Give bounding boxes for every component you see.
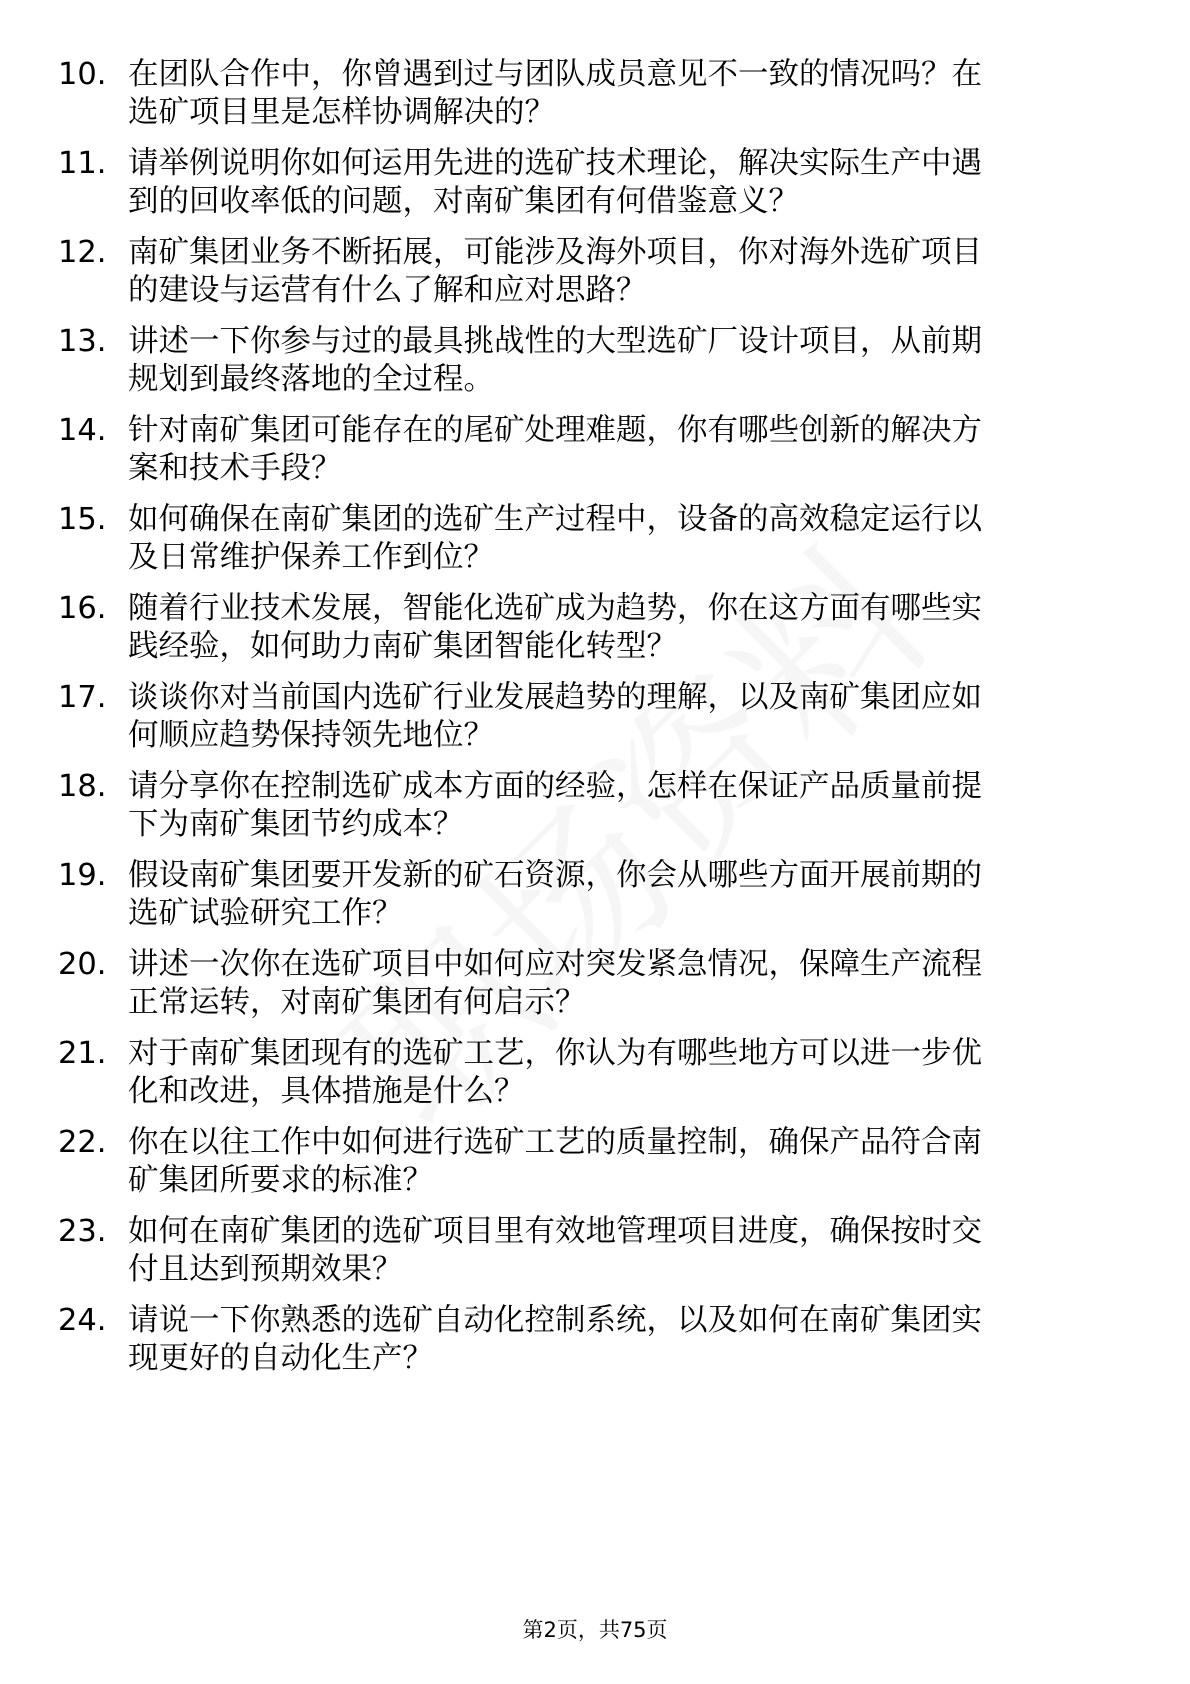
question-text bbox=[128, 590, 1138, 666]
question-text-line: 践经验，如何助力南矿集团智能化转型？ bbox=[128, 629, 677, 664]
question-text-line: 案和技术手段？ bbox=[128, 451, 342, 486]
question-text-line: 矿集团所要求的标准？ bbox=[128, 1163, 433, 1198]
question-text bbox=[128, 234, 1138, 310]
question-number: 11. bbox=[58, 146, 107, 181]
question-text bbox=[128, 145, 1138, 221]
question-text-line: 请说一下你熟悉的选矿自动化控制系统，以及如何在南矿集团实 bbox=[128, 1303, 982, 1338]
question-item bbox=[58, 590, 1138, 666]
question-text bbox=[128, 1124, 1138, 1200]
question-text-line: 下为南矿集团节约成本？ bbox=[128, 807, 464, 842]
question-text-line: 付且达到预期效果？ bbox=[128, 1252, 403, 1287]
question-item bbox=[58, 1302, 1138, 1378]
question-item bbox=[58, 1213, 1138, 1289]
question-text-line: 及日常维护保养工作到位？ bbox=[128, 540, 494, 575]
question-text-line: 如何确保在南矿集团的选矿生产过程中，设备的高效稳定运行以 bbox=[128, 502, 982, 537]
question-number: 24. bbox=[58, 1303, 107, 1338]
question-number: 18. bbox=[58, 769, 107, 804]
question-list bbox=[58, 56, 1138, 1391]
question-item bbox=[58, 501, 1138, 577]
question-text bbox=[128, 946, 1138, 1022]
question-text bbox=[128, 323, 1138, 399]
question-text-line: 化和改进，具体措施是什么？ bbox=[128, 1074, 525, 1109]
question-text bbox=[128, 412, 1138, 488]
question-item bbox=[58, 56, 1138, 132]
question-item bbox=[58, 234, 1138, 310]
question-number: 19. bbox=[58, 858, 107, 893]
question-text-line: 谈谈你对当前国内选矿行业发展趋势的理解，以及南矿集团应如 bbox=[128, 680, 982, 715]
question-item bbox=[58, 1124, 1138, 1200]
question-text-line: 你在以往工作中如何进行选矿工艺的质量控制，确保产品符合南 bbox=[128, 1125, 982, 1160]
question-text-line: 讲述一下你参与过的最具挑战性的大型选矿厂设计项目，从前期 bbox=[128, 324, 982, 359]
question-item bbox=[58, 768, 1138, 844]
question-text-line: 请举例说明你如何运用先进的选矿技术理论，解决实际生产中遇 bbox=[128, 146, 982, 181]
question-number: 22. bbox=[58, 1125, 107, 1160]
question-item bbox=[58, 323, 1138, 399]
question-text bbox=[128, 679, 1138, 755]
question-text-line: 现更好的自动化生产？ bbox=[128, 1341, 433, 1376]
question-number: 17. bbox=[58, 680, 107, 715]
question-text bbox=[128, 501, 1138, 577]
question-number: 10. bbox=[58, 57, 107, 92]
question-number: 15. bbox=[58, 502, 107, 537]
question-text-line: 假设南矿集团要开发新的矿石资源，你会从哪些方面开展前期的 bbox=[128, 858, 982, 893]
question-item bbox=[58, 679, 1138, 755]
question-item bbox=[58, 1035, 1138, 1111]
question-text bbox=[128, 857, 1138, 933]
question-text-line: 南矿集团业务不断拓展，可能涉及海外项目，你对海外选矿项目 bbox=[128, 235, 982, 270]
question-number: 16. bbox=[58, 591, 107, 626]
question-text-line: 请分享你在控制选矿成本方面的经验，怎样在保证产品质量前提 bbox=[128, 769, 982, 804]
question-number: 14. bbox=[58, 413, 107, 448]
question-text bbox=[128, 1213, 1138, 1289]
question-number: 20. bbox=[58, 947, 107, 982]
question-item bbox=[58, 857, 1138, 933]
page-footer bbox=[0, 1616, 1190, 1644]
question-text-line: 到的回收率低的问题，对南矿集团有何借鉴意义？ bbox=[128, 184, 799, 219]
question-text-line: 规划到最终落地的全过程。 bbox=[128, 362, 494, 397]
question-text-line: 选矿试验研究工作？ bbox=[128, 896, 403, 931]
question-text-line: 在团队合作中，你曾遇到过与团队成员意见不一致的情况吗？在 bbox=[128, 57, 982, 92]
question-text-line: 针对南矿集团可能存在的尾矿处理难题，你有哪些创新的解决方 bbox=[128, 413, 982, 448]
question-item bbox=[58, 145, 1138, 221]
question-text-line: 讲述一次你在选矿项目中如何应对突发紧急情况，保障生产流程 bbox=[128, 947, 982, 982]
question-number: 13. bbox=[58, 324, 107, 359]
question-item bbox=[58, 946, 1138, 1022]
question-number: 21. bbox=[58, 1036, 107, 1071]
question-text-line: 何顺应趋势保持领先地位？ bbox=[128, 718, 494, 753]
question-text-line: 正常运转，对南矿集团有何启示？ bbox=[128, 985, 586, 1020]
question-text-line: 的建设与运营有什么了解和应对思路？ bbox=[128, 273, 647, 308]
question-text-line: 对于南矿集团现有的选矿工艺，你认为有哪些地方可以进一步优 bbox=[128, 1036, 982, 1071]
question-text bbox=[128, 56, 1138, 132]
question-item bbox=[58, 412, 1138, 488]
question-number: 12. bbox=[58, 235, 107, 270]
question-text bbox=[128, 1302, 1138, 1378]
question-text bbox=[128, 768, 1138, 844]
question-text-line: 选矿项目里是怎样协调解决的？ bbox=[128, 95, 555, 130]
question-text-line: 随着行业技术发展，智能化选矿成为趋势，你在这方面有哪些实 bbox=[128, 591, 982, 626]
question-text-line: 如何在南矿集团的选矿项目里有效地管理项目进度，确保按时交 bbox=[128, 1214, 982, 1249]
question-number: 23. bbox=[58, 1214, 107, 1249]
question-text bbox=[128, 1035, 1138, 1111]
page-number-label: 第2页，共75页 bbox=[522, 1618, 668, 1642]
